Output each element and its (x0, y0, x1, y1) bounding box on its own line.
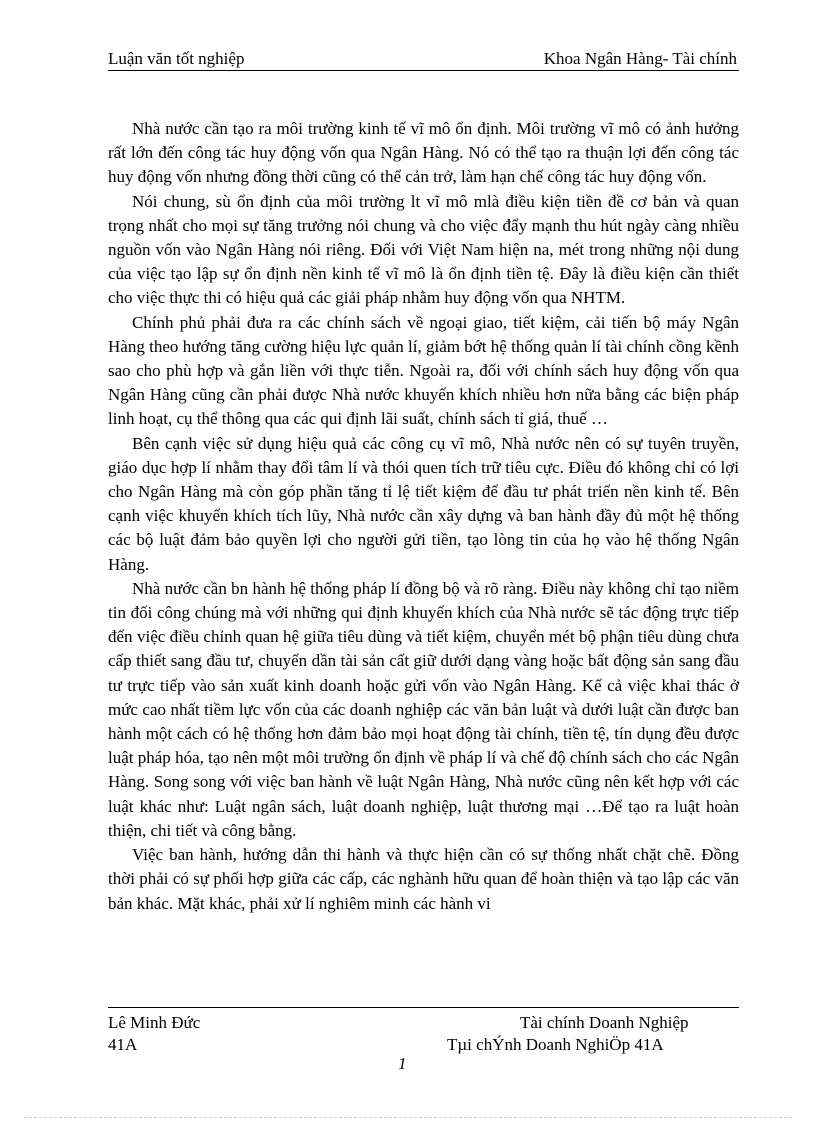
paragraph: Bên cạnh việc sử dụng hiệu quả các công cụ vĩ mô, Nhà nước nên có sự tuyên truyền, giáo dục hợp lí nhằm thay đổi tâm lí và thói quen tích trữ tiêu cực. Điều đó không chỉ có lợi cho Ngân Hàng mà còn góp phần tăng tỉ lệ tiết kiệm để đầu tư phát triển nền kinh tế. Bên cạnh việc khuyến khích tích lũy, Nhà nước cần xây dựng và ban hành đầy đủ một hệ thống các bộ luật đảm bảo quyền lợi cho người gửi tiền, tạo lòng tin của họ vào hệ thống Ngân Hàng. (108, 433, 739, 574)
page-number: 1 (398, 1054, 407, 1073)
body-text (108, 117, 739, 916)
page-footer (108, 1007, 739, 1054)
page-header (108, 48, 739, 71)
header-right-title: Khoa Ngân Hàng- Tài chính (543, 49, 737, 68)
footer-department-garbled: Tµi chÝnh Doanh NghiÖp 41A (447, 1035, 664, 1054)
footer-author: Lê Minh Đức (108, 1013, 201, 1032)
footer-department: Tài chính Doanh Nghiệp (520, 1013, 689, 1032)
paragraph: Nhà nước cần bn hành hệ thống pháp lí đồng bộ và rõ ràng. Điều này không chỉ tạo niềm tin đối công chúng mà với những qui định khuyến khích của Nhà nước sẽ tác động trực tiếp đến việc điều chỉnh quan hệ giữa tiêu dùng và tiết kiệm, chuyển mét bộ phận tiêu dùng chưa cấp thiết sang đầu tư, chuyển dần tài sản cất giữ dưới dạng vàng hoặc bất động sản sang đầu tư trực tiếp vào sản xuất kinh doanh hoặc gửi vốn vào Ngân Hàng. Kể cả việc khai thác ở mức cao nhất tiềm lực vốn của các doanh nghiệp các văn bản luật và dưới luật cần được ban hành một cách có hệ thống hơn đảm bảo mọi hoạt động tài chính, tiền tệ, tín dụng đều được luật pháp hóa, tạo nên một môi trường ổn định về pháp lí và chế độ chính sách cho các Ngân Hàng. Song song với việc ban hành về luật Ngân Hàng, Nhà nước cũng nên kết hợp với các luật khác như: Luật ngân sách, luật doanh nghiệp, luật thương mại …Để tạo ra luật hoàn thiện, chi tiết và công bằng. (108, 578, 739, 840)
footer-class: 41A (108, 1035, 138, 1054)
paragraph: Chính phủ phải đưa ra các chính sách về ngoại giao, tiết kiệm, cải tiến bộ máy Ngân Hàng theo hướng tăng cường hiệu lực quản lí, giảm bớt hệ thống quản lí tài chính cồng kềnh sao cho phù hợp và gắn liền với thực tiễn. Ngoài ra, đối với chính sách huy động vốn qua Ngân Hàng cũng cần phải được Nhà nước khuyến khích nhiều hơn nữa bằng các biện pháp linh hoạt, cụ thể thông qua các qui định lãi suất, chính sách tỉ giá, thuế … (108, 312, 739, 429)
page-bottom-divider (24, 1117, 792, 1118)
paragraph: Nhà nước cần tạo ra môi trường kinh tế vĩ mô ổn định. Môi trường vĩ mô có ảnh hưởng rất lớn đến công tác huy động vốn qua Ngân Hàng. Nó có thể tạo ra thuận lợi đến công tác huy động vốn nhưng đồng thời cũng có thể cản trở, làm hạn chế công tác huy động vốn. (108, 119, 739, 187)
paragraph: Việc ban hành, hướng dẫn thi hành và thực hiện cần có sự thống nhất chặt chẽ. Đồng thời phải có sự phối hợp giữa các cấp, các nghành hữu quan để hoàn thiện và tạo lập các văn bản khác. Mặt khác, phải xử lí nghiêm minh các hành vi (108, 845, 739, 913)
header-left-title: Luận văn tốt nghiệp (108, 49, 245, 68)
paragraph: Nói chung, sù ổn định của môi trường lt vĩ mô mlà điều kiện tiền đề cơ bản và quan trọng nhất cho mọi sự tăng trưởng nói chung và cho việc đẩy mạnh thu hút ngày càng nhiều nguồn vốn vào Ngân Hàng nói riêng. Đối với Việt Nam hiện na, mét trong những nội dung của việc tạo lập sự ổn định nền kinh tế vĩ mô là ổn định tiền tệ. Đây là điều kiện cần thiết cho việc thực thi có hiệu quả các giải pháp nhằm huy động vốn qua NHTM. (108, 191, 739, 308)
